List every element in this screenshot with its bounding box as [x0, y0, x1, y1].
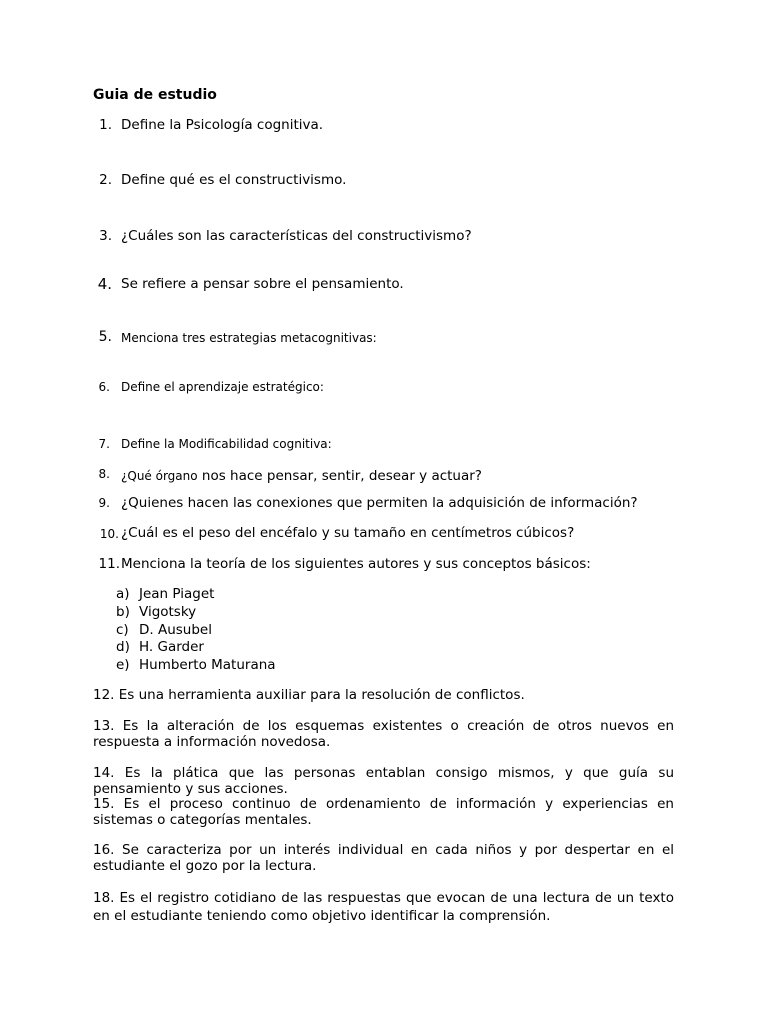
question-number: 8. [98, 467, 110, 481]
paragraph-16: 16. Se caracteriza por un interés individual en cada niños y por despertar en el estudiante el gozo por la lectura. [93, 842, 674, 874]
question-text: Menciona tres estrategias metacognitivas: [121, 331, 377, 345]
paragraph-15: 15. Es el proceso continuo de ordenamiento de información y experiencias en sistemas o categorías mentales. [93, 796, 674, 828]
paragraph-18: 18. Es el registro cotidiano de las respuestas que evocan de una lectura de un texto en el estudiante teniendo como objetivo identificar la comprensión. [93, 890, 674, 924]
question-text: ¿Cuál es el peso del encéfalo y su tamaño en centímetros cúbicos? [121, 525, 575, 541]
question-number: 4. [97, 275, 112, 293]
list-item: d) H. Garder [116, 639, 204, 655]
list-item: b) Vigotsky [116, 604, 197, 620]
question-number: 1. [99, 117, 112, 133]
question-text-small: ¿Qué órgano [121, 469, 198, 483]
list-item: c) D. Ausubel [116, 622, 212, 638]
question-text: Define la Modificabilidad cognitiva: [121, 437, 332, 451]
paragraph-12: 12. Es una herramienta auxiliar para la resolución de conflictos. [93, 687, 525, 703]
question-number: 2. [99, 172, 112, 188]
list-item: e) Humberto Maturana [116, 657, 276, 673]
paragraph-13: 13. Es la alteración de los esquemas existentes o creación de otros nuevos en respuesta a información novedosa. [93, 718, 674, 750]
question-text: Se refiere a pensar sobre el pensamiento. [121, 276, 404, 292]
question-number: 5. [98, 329, 112, 345]
question-number: 11. [98, 556, 120, 572]
question-text: Menciona la teoría de los siguientes autores y sus conceptos básicos: [121, 556, 591, 572]
question-number: 10. [99, 527, 119, 541]
paragraph-14: 14. Es la plática que las personas entablan consigo mismos, y que guía su pensamiento y sus acciones. [93, 765, 674, 797]
document-title: Guia de estudio [93, 87, 217, 103]
question-number: 7. [98, 437, 110, 451]
question-text: Define el aprendizaje estratégico: [121, 380, 324, 394]
question-number: 3. [99, 228, 112, 244]
question-text [121, 465, 482, 484]
question-number: 6. [98, 380, 110, 394]
question-text-rest: nos hace pensar, sentir, desear y actuar? [197, 468, 482, 484]
question-text: ¿Quienes hacen las conexiones que permiten la adquisición de información? [121, 495, 638, 511]
question-text: Define la Psicología cognitiva. [121, 117, 324, 133]
question-text: Define qué es el constructivismo. [121, 172, 347, 188]
question-text: ¿Cuáles son las características del constructivismo? [121, 228, 472, 244]
list-item: a) Jean Piaget [116, 586, 215, 602]
question-number: 9. [98, 496, 110, 510]
